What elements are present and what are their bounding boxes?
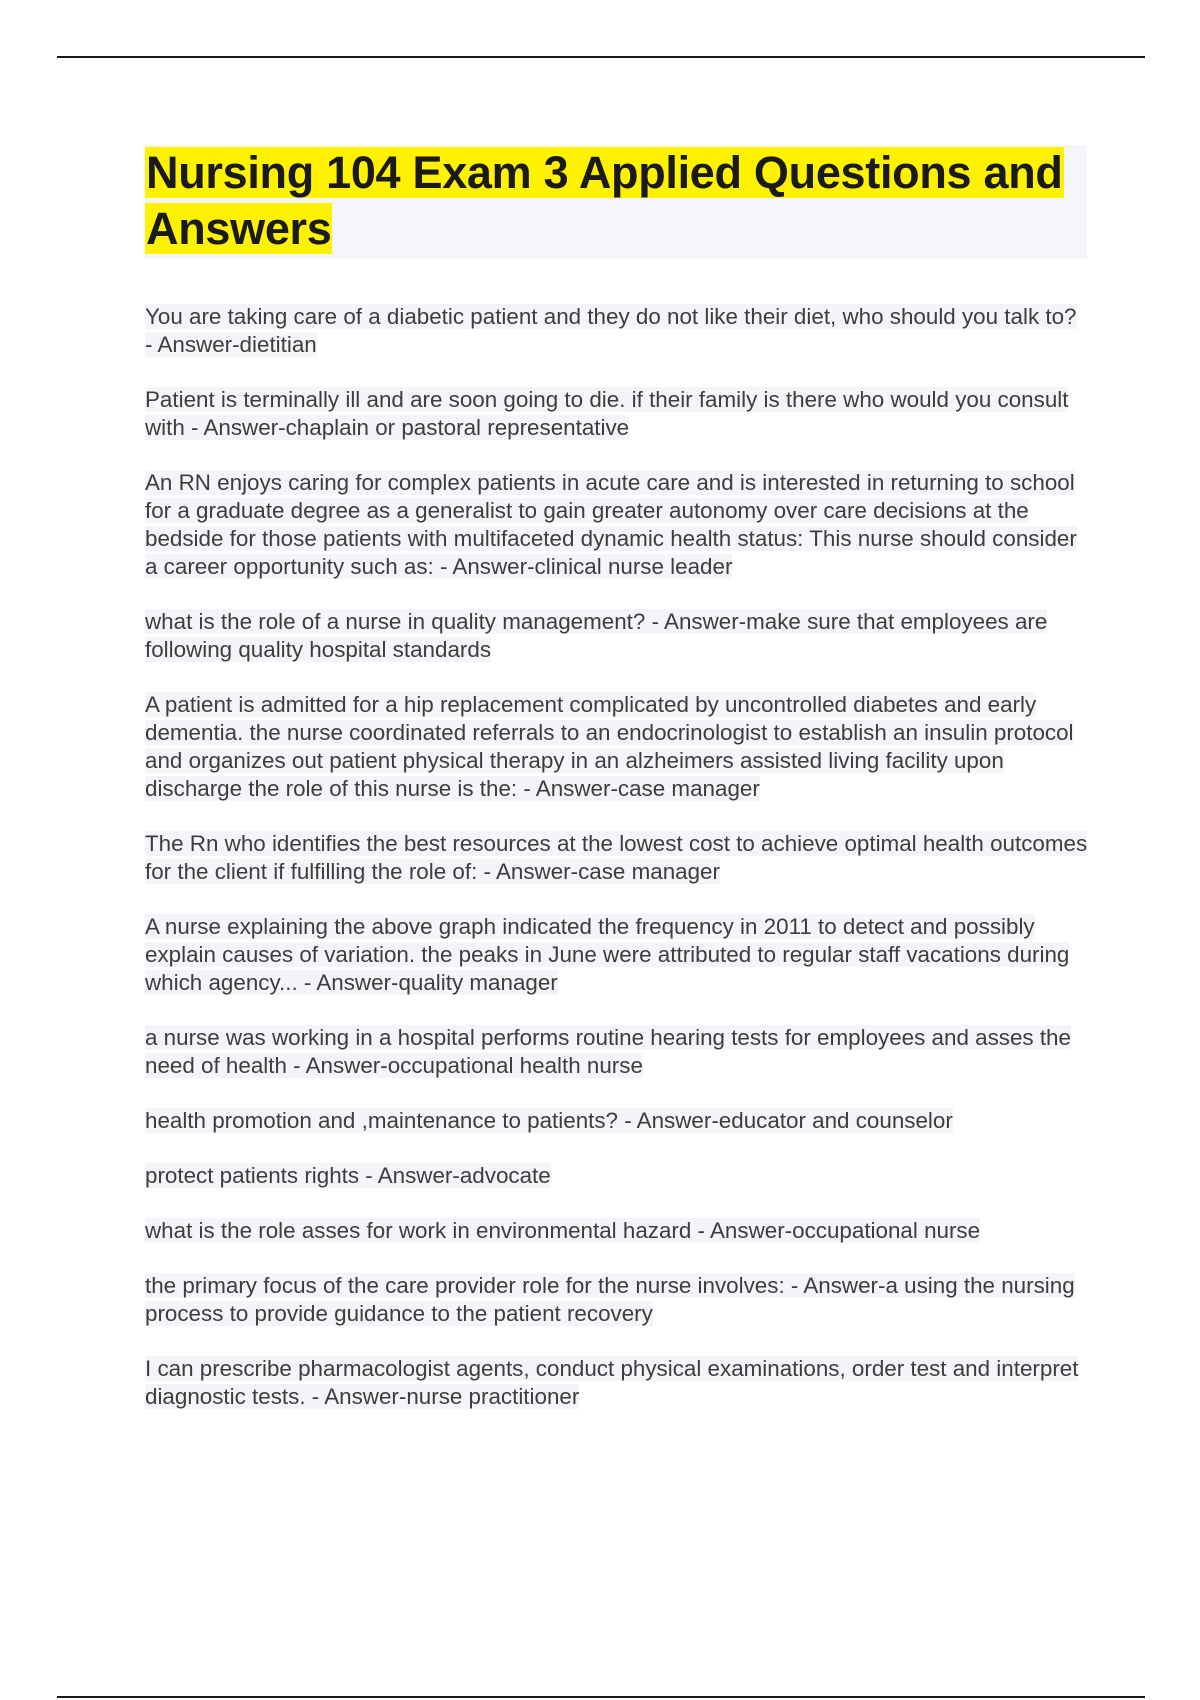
qa-item: You are taking care of a diabetic patient and they do not like their diet, who should you talk to? - Answer-dietitian xyxy=(145,304,1077,357)
title-highlight: Nursing 104 Exam 3 Applied Questions and Answers xyxy=(146,147,1063,254)
qa-item: A patient is admitted for a hip replacement complicated by uncontrolled diabetes and early dementia. the nurse coordinated referrals to an endocrinologist to establish an insulin protocol and organizes out patient physical therapy in an alzheimers assisted living facility upon discharge the role of this nurse is the: - Answer-case manager xyxy=(145,692,1074,801)
qa-item: Patient is terminally ill and are soon going to die. if their family is there who would you consult with - Answer-chaplain or pastoral representative xyxy=(145,387,1069,440)
title-block xyxy=(145,145,1087,259)
qa-item: I can prescribe pharmacologist agents, conduct physical examinations, order test and interpret diagnostic tests. - Answer-nurse practitioner xyxy=(145,1356,1079,1409)
qa-item: The Rn who identifies the best resources at the lowest cost to achieve optimal health outcomes for the client if fulfilling the role of: - Answer-case manager xyxy=(145,831,1088,884)
qa-list xyxy=(145,303,1090,1438)
qa-item: health promotion and ,maintenance to patients? - Answer-educator and counselor xyxy=(145,1108,953,1133)
document-title xyxy=(145,145,1087,257)
qa-item: a nurse was working in a hospital performs routine hearing tests for employees and asses the need of health - Answer-occupational health nurse xyxy=(145,1025,1071,1078)
top-rule xyxy=(57,56,1145,58)
qa-item: protect patients rights - Answer-advocate xyxy=(145,1163,551,1188)
bottom-rule xyxy=(57,1696,1145,1698)
qa-item: what is the role asses for work in environmental hazard - Answer-occupational nurse xyxy=(145,1218,981,1243)
qa-item: the primary focus of the care provider role for the nurse involves: - Answer-a using the nursing process to provide guidance to the patient recovery xyxy=(145,1273,1075,1326)
qa-item: what is the role of a nurse in quality management? - Answer-make sure that employees are following quality hospital standards xyxy=(145,609,1048,662)
qa-item: A nurse explaining the above graph indicated the frequency in 2011 to detect and possibly explain causes of variation. the peaks in June were attributed to regular staff vacations during which agency... - Answer-quality manager xyxy=(145,914,1070,995)
qa-item: An RN enjoys caring for complex patients in acute care and is interested in returning to school for a graduate degree as a generalist to gain greater autonomy over care decisions at the bedside for those patients with multifaceted dynamic health status: This nurse should consider a career opportunity such as: - Answer-clinical nurse leader xyxy=(145,470,1077,579)
